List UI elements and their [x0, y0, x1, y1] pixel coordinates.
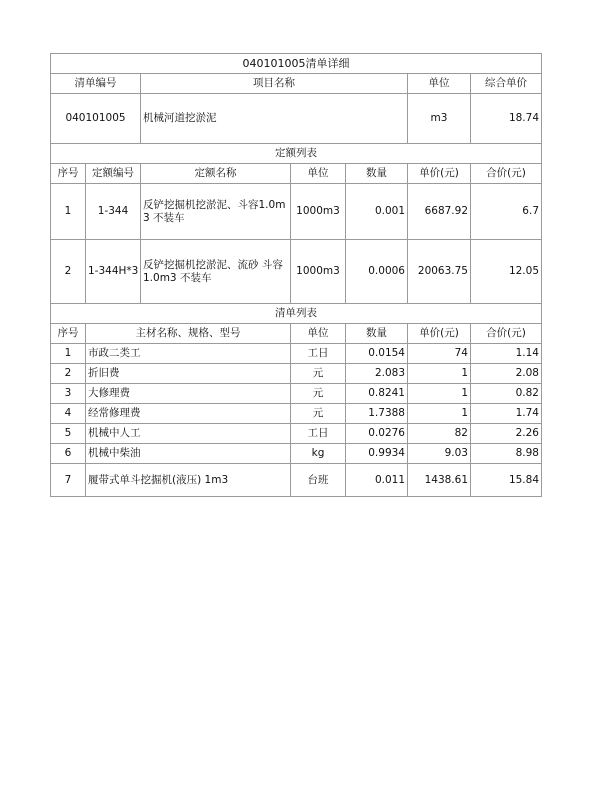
material-total: 1.74 [471, 404, 542, 424]
material-no: 1 [51, 344, 86, 364]
material-no: 2 [51, 364, 86, 384]
material-row [51, 464, 542, 497]
material-name: 机械中人工 [86, 424, 291, 444]
material-qty: 0.0154 [346, 344, 408, 364]
quota-no: 2 [51, 240, 86, 304]
material-name: 经常修理费 [86, 404, 291, 424]
quota-total: 6.7 [471, 184, 542, 240]
quota-row [51, 240, 542, 304]
material-total: 15.84 [471, 464, 542, 497]
quota-header-total: 合价(元) [471, 164, 542, 184]
material-total: 8.98 [471, 444, 542, 464]
material-no: 5 [51, 424, 86, 444]
header-item-name: 项目名称 [141, 74, 408, 94]
material-name: 大修理费 [86, 384, 291, 404]
quota-header-no: 序号 [51, 164, 86, 184]
list-unit: m3 [408, 94, 471, 144]
material-name: 机械中柴油 [86, 444, 291, 464]
material-row [51, 384, 542, 404]
sheet-title: 040101005清单详细 [51, 54, 542, 74]
material-unit: 元 [291, 364, 346, 384]
detail-table [50, 53, 542, 497]
material-unit: kg [291, 444, 346, 464]
quota-qty: 0.0006 [346, 240, 408, 304]
material-price: 1 [408, 384, 471, 404]
quota-header-price: 单价(元) [408, 164, 471, 184]
quota-header-code: 定额编号 [86, 164, 141, 184]
header-unit-price: 综合单价 [471, 74, 542, 94]
quota-name: 反铲挖掘机挖淤泥、斗容1.0m3 不装车 [141, 184, 291, 240]
material-qty: 2.083 [346, 364, 408, 384]
quota-unit: 1000m3 [291, 184, 346, 240]
detail-sheet [50, 53, 541, 497]
material-price: 1438.61 [408, 464, 471, 497]
material-total: 1.14 [471, 344, 542, 364]
material-price: 9.03 [408, 444, 471, 464]
material-header-qty: 数量 [346, 324, 408, 344]
material-row [51, 344, 542, 364]
material-row [51, 404, 542, 424]
material-row [51, 444, 542, 464]
material-no: 6 [51, 444, 86, 464]
material-row [51, 424, 542, 444]
material-no: 7 [51, 464, 86, 497]
material-header-name: 主材名称、规格、型号 [86, 324, 291, 344]
material-price: 82 [408, 424, 471, 444]
material-header-total: 合价(元) [471, 324, 542, 344]
quota-total: 12.05 [471, 240, 542, 304]
material-unit: 工日 [291, 424, 346, 444]
quota-code: 1-344 [86, 184, 141, 240]
material-header-unit: 单位 [291, 324, 346, 344]
quota-header-unit: 单位 [291, 164, 346, 184]
material-name: 折旧费 [86, 364, 291, 384]
quota-price: 20063.75 [408, 240, 471, 304]
material-header-price: 单价(元) [408, 324, 471, 344]
quota-unit: 1000m3 [291, 240, 346, 304]
quota-row [51, 184, 542, 240]
material-section-title: 清单列表 [51, 304, 542, 324]
material-name: 市政二类工 [86, 344, 291, 364]
material-unit: 元 [291, 384, 346, 404]
material-total: 0.82 [471, 384, 542, 404]
material-total: 2.08 [471, 364, 542, 384]
material-header-no: 序号 [51, 324, 86, 344]
material-price: 1 [408, 404, 471, 424]
quota-price: 6687.92 [408, 184, 471, 240]
material-no: 3 [51, 384, 86, 404]
quota-name: 反铲挖掘机挖淤泥、流砂 斗容1.0m3 不装车 [141, 240, 291, 304]
material-no: 4 [51, 404, 86, 424]
material-qty: 0.9934 [346, 444, 408, 464]
material-qty: 0.0276 [346, 424, 408, 444]
quota-header-name: 定额名称 [141, 164, 291, 184]
material-unit: 工日 [291, 344, 346, 364]
quota-code: 1-344H*3 [86, 240, 141, 304]
header-list-code: 清单编号 [51, 74, 141, 94]
list-code: 040101005 [51, 94, 141, 144]
material-row [51, 364, 542, 384]
material-unit: 台班 [291, 464, 346, 497]
quota-section-title: 定额列表 [51, 144, 542, 164]
material-total: 2.26 [471, 424, 542, 444]
quota-no: 1 [51, 184, 86, 240]
material-qty: 1.7388 [346, 404, 408, 424]
quota-qty: 0.001 [346, 184, 408, 240]
material-price: 74 [408, 344, 471, 364]
list-unit-price: 18.74 [471, 94, 542, 144]
material-qty: 0.011 [346, 464, 408, 497]
material-name: 履带式单斗挖掘机(液压) 1m3 [86, 464, 291, 497]
header-unit: 单位 [408, 74, 471, 94]
material-qty: 0.8241 [346, 384, 408, 404]
material-price: 1 [408, 364, 471, 384]
material-unit: 元 [291, 404, 346, 424]
quota-header-qty: 数量 [346, 164, 408, 184]
list-item-name: 机械河道挖淤泥 [141, 94, 408, 144]
